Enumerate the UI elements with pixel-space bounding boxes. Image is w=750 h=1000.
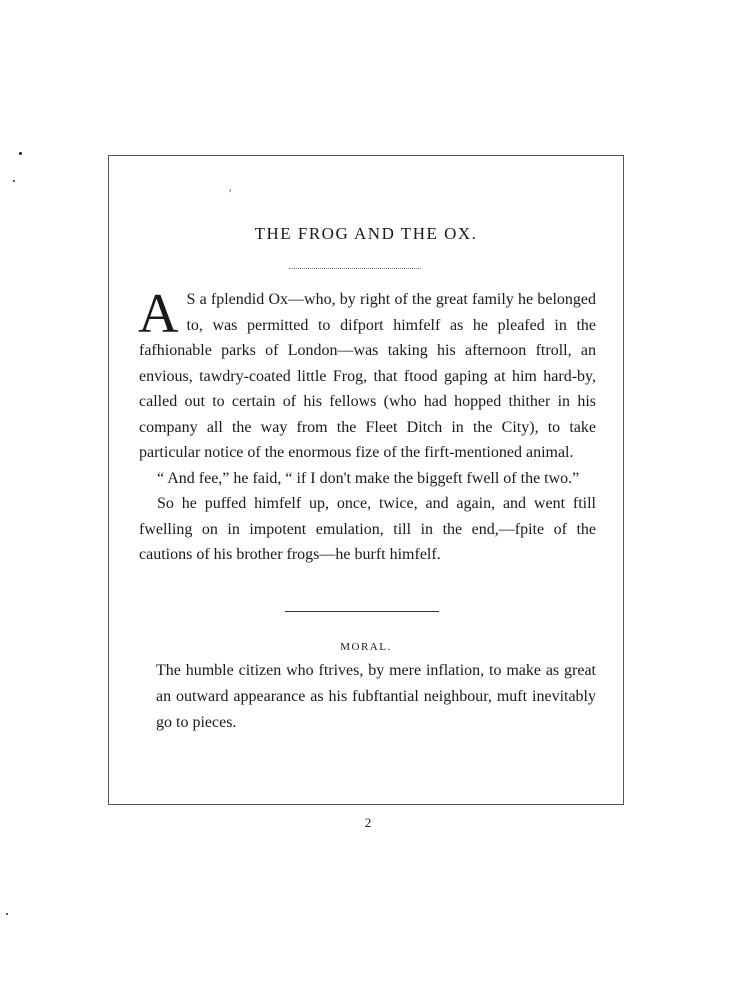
story-paragraph: “ And fee,” he faid, “ if I don't make the biggeft fwell of the two.” <box>157 469 580 487</box>
moral-text: The humble citizen who ftrives, by mere inflation, to make as great an outward appearance as his fubftantial neighbour, muft inevitably go to pieces. <box>156 662 596 731</box>
ornament-mark: ′ <box>229 186 232 200</box>
paragraph-text: S a fplendid Ox—who, by right of the great family he belonged to, was permitted to difport himfelf as he pleafed in the fafhionable parks of London—was taking his afternoon ftroll, an envious, tawdry-coated little Frog, that ftood gaping at him hard-by, called out to certain of his fellows (who had hopped thither in his company all the way from the Fleet Ditch in the City), to take particular notice of the enormous fize of the firft-mentioned animal. <box>139 291 596 461</box>
page-frame <box>108 155 624 805</box>
story-body <box>138 283 596 568</box>
title-rule <box>289 268 421 269</box>
section-rule <box>285 611 439 612</box>
scan-speck <box>19 152 22 155</box>
story-paragraph <box>138 283 596 466</box>
scan-speck <box>6 913 8 915</box>
scan-speck <box>13 180 15 182</box>
drop-cap: A <box>138 283 179 345</box>
page-number: 2 <box>364 815 372 830</box>
moral-heading: MORAL. <box>340 641 392 653</box>
story-paragraph: So he puffed himfelf up, once, twice, and again, and went ftill fwelling on in impotent emulation, till in the end,—fpite of the cautions of his brother frogs—he burft himfelf. <box>139 495 596 563</box>
story-title: THE FROG AND THE OX. <box>254 224 478 243</box>
